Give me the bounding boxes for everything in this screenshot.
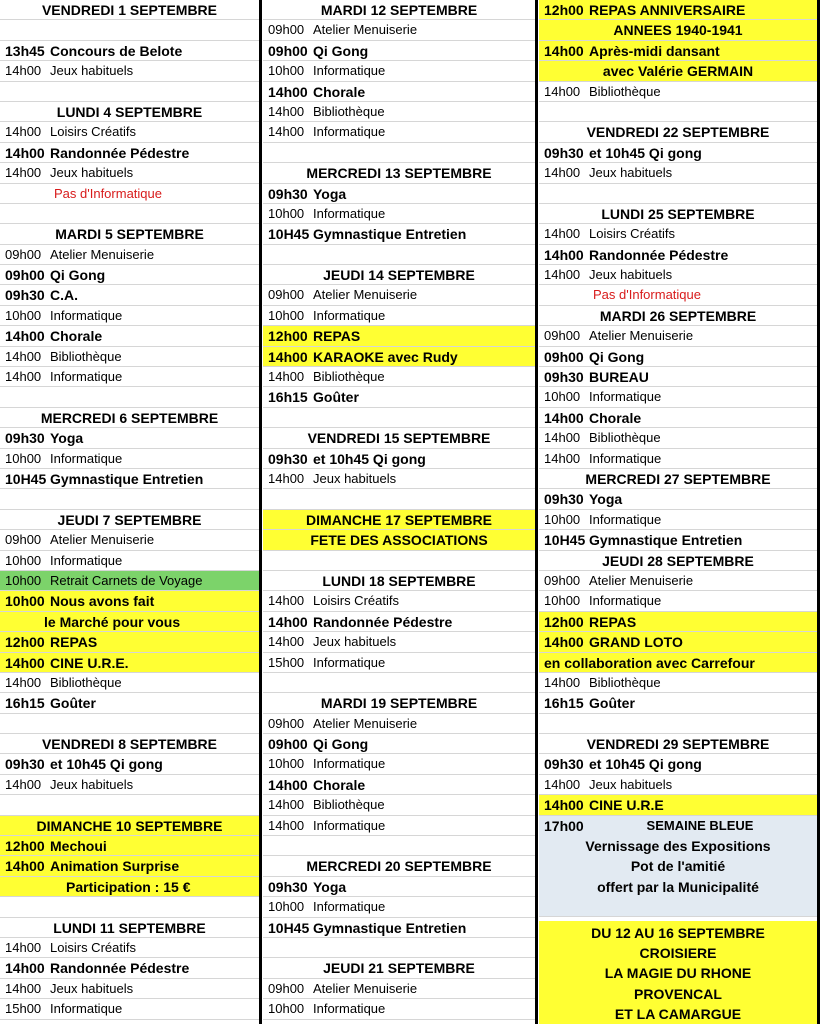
schedule-row-highlight: en collaboration avec Carrefour (539, 653, 817, 673)
schedule-row: 14h00 Informatique (263, 816, 535, 836)
schedule-row: 14h00 Randonnée Pédestre (263, 612, 535, 632)
schedule-row: 14h00 Jeux habituels (539, 163, 817, 183)
schedule-row: 14h00 Chorale (0, 326, 259, 346)
schedule-row: 09h30 Yoga (539, 489, 817, 509)
schedule-row: 14h00 Jeux habituels (0, 775, 259, 795)
schedule-row: 10h00 Informatique (539, 387, 817, 407)
schedule-row: 09h00 Atelier Menuiserie (539, 571, 817, 591)
schedule-row: 10h00 Informatique (263, 61, 535, 81)
schedule-row-highlight: ANNEES 1940-1941 (539, 20, 817, 40)
schedule-row: 13h45 Concours de Belote (0, 41, 259, 61)
schedule-row: 09h30 et 10h45 Qi gong (0, 754, 259, 774)
schedule-row: 10h00 Informatique (539, 591, 817, 611)
schedule-row: 14h00 Jeux habituels (539, 265, 817, 285)
empty-row (263, 938, 535, 958)
day-header-mercredi-27: MERCREDI 27 SEPTEMBRE (539, 469, 817, 489)
day-header-jeudi-28: JEUDI 28 SEPTEMBRE (539, 551, 817, 571)
schedule-row: 14h00 Randonnée Pédestre (0, 958, 259, 978)
empty-row (263, 245, 535, 265)
schedule-row: 14h00 Randonnée Pédestre (539, 245, 817, 265)
note-no-computing: Pas d'Informatique (0, 184, 259, 204)
schedule-row: 14h00 Bibliothèque (539, 428, 817, 448)
day-header-lundi-4: LUNDI 4 SEPTEMBRE (0, 102, 259, 122)
schedule-row: 14h00 Jeux habituels (263, 632, 535, 652)
day-header-lundi-11: LUNDI 11 SEPTEMBRE (0, 918, 259, 938)
day-header-mardi-5: MARDI 5 SEPTEMBRE (0, 224, 259, 244)
empty-row (539, 184, 817, 204)
schedule-row-highlight: 12h00 REPAS (0, 632, 259, 652)
schedule-row: 09h00 Atelier Menuiserie (263, 285, 535, 305)
empty-row (263, 489, 535, 509)
schedule-row: 14h00 Loisirs Créatifs (263, 591, 535, 611)
schedule-row-highlight: avec Valérie GERMAIN (539, 61, 817, 81)
schedule-row: 14h00 Informatique (263, 122, 535, 142)
schedule-row: 14h00 Bibliothèque (0, 673, 259, 693)
schedule-row: 14h00 Jeux habituels (263, 469, 535, 489)
schedule-row: 09h30 Yoga (0, 428, 259, 448)
empty-row (0, 795, 259, 815)
schedule-row: 10h00 Informatique (0, 551, 259, 571)
schedule-row: 16h15 Goûter (0, 693, 259, 713)
event-associations: FETE DES ASSOCIATIONS (263, 530, 535, 550)
schedule-row: 14h00 Bibliothèque (0, 347, 259, 367)
schedule-row: 14h00 Loisirs Créatifs (0, 122, 259, 142)
day-header-vendredi-15: VENDREDI 15 SEPTEMBRE (263, 428, 535, 448)
semaine-bleue-line: Pot de l'amitié (630, 858, 726, 875)
schedule-row: 14h00 Chorale (263, 82, 535, 102)
croisiere-line: DU 12 AU 16 SEPTEMBRE (591, 924, 765, 941)
day-header-mardi-19: MARDI 19 SEPTEMBRE (263, 693, 535, 713)
croisiere-line: PROVENCAL (634, 985, 722, 1002)
schedule-row: 10h00 Informatique (263, 999, 535, 1019)
empty-row (0, 20, 259, 40)
empty-row (0, 489, 259, 509)
schedule-row: 10h00 Informatique (263, 754, 535, 774)
schedule-row: 10h00 Informatique (0, 449, 259, 469)
schedule-row: 14h00 Jeux habituels (0, 61, 259, 81)
schedule-row: 10H45 Gymnastique Entretien (263, 224, 535, 244)
schedule-row: 09h00 Qi Gong (263, 41, 535, 61)
schedule-row: 09h30 Yoga (263, 184, 535, 204)
schedule-row: 14h00 Loisirs Créatifs (539, 224, 817, 244)
day-header-mardi-26: MARDI 26 SEPTEMBRE (539, 306, 817, 326)
schedule-row-highlight: 12h00 REPAS ANNIVERSAIRE (539, 0, 817, 20)
day-header-dimanche-17: DIMANCHE 17 SEPTEMBRE (263, 510, 535, 530)
schedule-row: 10H45 Gymnastique Entretien (0, 469, 259, 489)
semaine-bleue-box (539, 816, 817, 917)
schedule-row: 09h30 Yoga (263, 877, 535, 897)
day-header-mercredi-6: MERCREDI 6 SEPTEMBRE (0, 408, 259, 428)
schedule-row: 14h00 Jeux habituels (0, 979, 259, 999)
schedule-row: 14h00 Jeux habituels (0, 163, 259, 183)
schedule-row: 14h00 Loisirs Créatifs (0, 938, 259, 958)
schedule-row-highlight: 14h00 Après-midi dansant (539, 41, 817, 61)
schedule-row-highlight: Participation : 15 € (0, 877, 259, 897)
note-no-computing: Pas d'Informatique (539, 285, 817, 305)
schedule-row: 10h00 Informatique (263, 897, 535, 917)
croisiere-box (539, 921, 817, 1024)
schedule-row-highlight: 12h00 REPAS (263, 326, 535, 346)
empty-row (539, 102, 817, 122)
schedule-row: 14h00 Chorale (263, 775, 535, 795)
schedule-row-highlight: 12h00 Mechoui (0, 836, 259, 856)
day-header-lundi-25: LUNDI 25 SEPTEMBRE (539, 204, 817, 224)
schedule-row: 09h00 Atelier Menuiserie (263, 20, 535, 40)
column-3 (539, 0, 820, 1024)
empty-row (263, 836, 535, 856)
schedule-row: 14h00 Informatique (539, 449, 817, 469)
day-header-dimanche-10: DIMANCHE 10 SEPTEMBRE (0, 816, 259, 836)
column-2 (263, 0, 538, 1024)
day-header-jeudi-7: JEUDI 7 SEPTEMBRE (0, 510, 259, 530)
schedule-row: 09h00 Atelier Menuiserie (539, 326, 817, 346)
schedule-row-highlight: 12h00 REPAS (539, 612, 817, 632)
schedule-row: 09h00 Qi Gong (539, 347, 817, 367)
day-header-jeudi-14: JEUDI 14 SEPTEMBRE (263, 265, 535, 285)
schedule-row: 10h00 Informatique (263, 306, 535, 326)
schedule-row: 14h00 Bibliothèque (539, 82, 817, 102)
schedule-row: 16h15 Goûter (263, 387, 535, 407)
empty-row (263, 408, 535, 428)
schedule-row-highlight: le Marché pour vous (0, 612, 259, 632)
day-header-vendredi-8: VENDREDI 8 SEPTEMBRE (0, 734, 259, 754)
schedule-row-highlight: 14h00 KARAOKE avec Rudy (263, 347, 535, 367)
schedule-row: 09h00 Atelier Menuiserie (0, 245, 259, 265)
semaine-bleue-time: 17h00 (544, 817, 584, 834)
schedule-row: 14h00 Bibliothèque (263, 795, 535, 815)
semaine-bleue-line: offert par la Municipalité (597, 878, 759, 895)
day-header-vendredi-29: VENDREDI 29 SEPTEMBRE (539, 734, 817, 754)
empty-row (0, 897, 259, 917)
schedule-row-highlight: 14h00 CINE U.R.E (539, 795, 817, 815)
croisiere-line: LA MAGIE DU RHONE (604, 965, 752, 982)
schedule-row: 10H45 Gymnastique Entretien (263, 918, 535, 938)
empty-row (0, 82, 259, 102)
schedule-row: 09h00 Qi Gong (263, 734, 535, 754)
schedule-row: 10h00 Informatique (263, 204, 535, 224)
day-header-lundi-18: LUNDI 18 SEPTEMBRE (263, 571, 535, 591)
schedule-row: 10H45 Gymnastique Entretien (539, 530, 817, 550)
schedule-row: 10h00 Informatique (0, 306, 259, 326)
empty-row (0, 204, 259, 224)
empty-row (539, 714, 817, 734)
schedule-row: 09h30 et 10h45 Qi gong (539, 754, 817, 774)
schedule-row: 14h00 Informatique (0, 367, 259, 387)
day-header-jeudi-21: JEUDI 21 SEPTEMBRE (263, 958, 535, 978)
day-header-mardi-12: MARDI 12 SEPTEMBRE (263, 0, 535, 20)
day-header-mercredi-20: MERCREDI 20 SEPTEMBRE (263, 856, 535, 876)
schedule-row: 09h00 Atelier Menuiserie (263, 979, 535, 999)
schedule-row: 09h00 Atelier Menuiserie (263, 714, 535, 734)
semaine-bleue-line: SEMAINE BLEUE (646, 817, 754, 833)
croisiere-line: CROISIERE (639, 945, 717, 962)
schedule-row-highlight: 14h00 Animation Surprise (0, 856, 259, 876)
empty-row (0, 387, 259, 407)
schedule-row: 09h30 et 10h45 Qi gong (539, 143, 817, 163)
empty-row (263, 551, 535, 571)
schedule-row: 16h15 Goûter (539, 693, 817, 713)
croisiere-line: ET LA CAMARGUE (614, 1006, 742, 1023)
empty-row (263, 143, 535, 163)
schedule-row: 14h00 Randonnée Pédestre (0, 143, 259, 163)
schedule-row: 10h00 Informatique (539, 510, 817, 530)
schedule-row-highlight-green: 10h00 Retrait Carnets de Voyage (0, 571, 259, 591)
schedule-row: 15h00 Informatique (0, 999, 259, 1019)
schedule-row-highlight: 10h00 Nous avons fait (0, 591, 259, 611)
schedule-row-highlight: 14h00 GRAND LOTO (539, 632, 817, 652)
column-1 (0, 0, 262, 1024)
schedule-row: 09h00 Atelier Menuiserie (0, 530, 259, 550)
day-header-vendredi-1: VENDREDI 1 SEPTEMBRE (0, 0, 259, 20)
schedule-row: 14h00 Bibliothèque (263, 367, 535, 387)
schedule-row: 15h00 Informatique (263, 653, 535, 673)
schedule-row: 14h00 Bibliothèque (539, 673, 817, 693)
schedule-row: 09h30 C.A. (0, 285, 259, 305)
schedule-row: 14h00 Jeux habituels (539, 775, 817, 795)
schedule-row: 14h00 Bibliothèque (263, 102, 535, 122)
schedule-row: 09h30 et 10h45 Qi gong (263, 449, 535, 469)
semaine-bleue-line: Vernissage des Expositions (585, 838, 771, 855)
schedule-row: 09h00 Qi Gong (0, 265, 259, 285)
schedule-row: 14h00 Chorale (539, 408, 817, 428)
empty-row (263, 673, 535, 693)
schedule-row: 09h30 BUREAU (539, 367, 817, 387)
empty-row (0, 714, 259, 734)
day-header-vendredi-22: VENDREDI 22 SEPTEMBRE (539, 122, 817, 142)
schedule-row-highlight: 14h00 CINE U.R.E. (0, 653, 259, 673)
day-header-mercredi-13: MERCREDI 13 SEPTEMBRE (263, 163, 535, 183)
